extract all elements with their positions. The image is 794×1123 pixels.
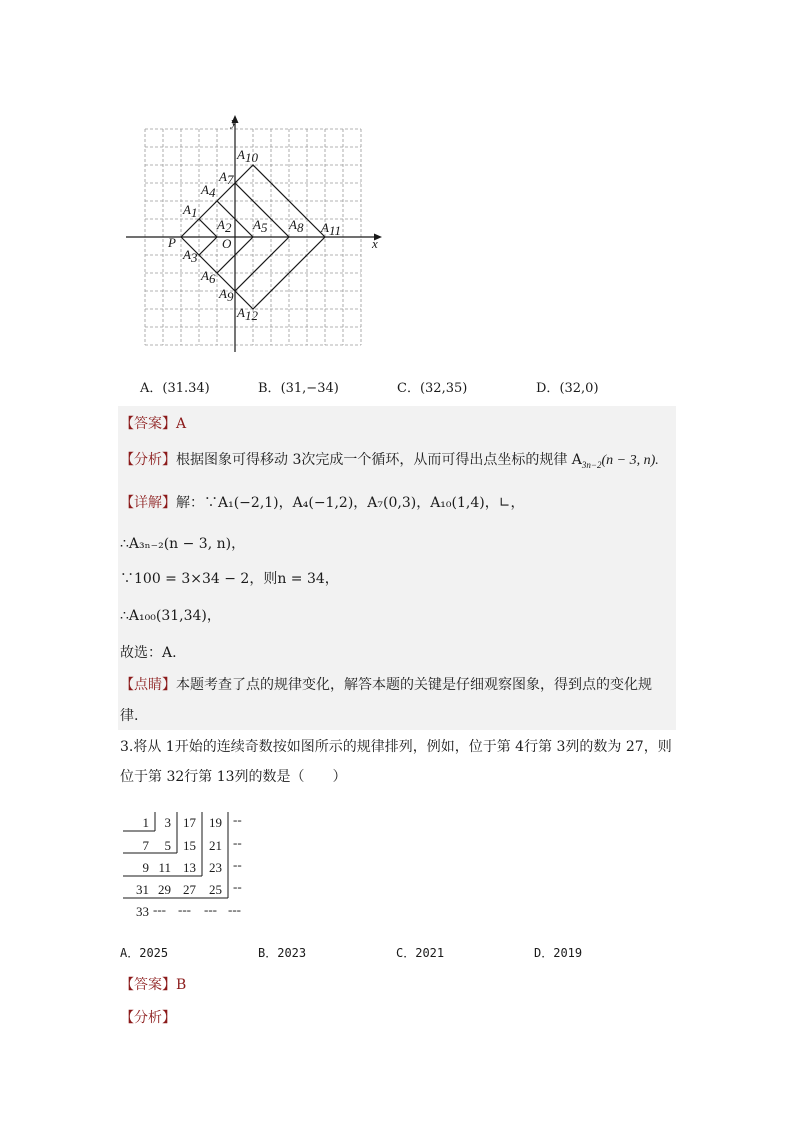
- cell: 31: [136, 882, 149, 897]
- table-cells: [136, 812, 242, 919]
- label-a7: A7: [219, 169, 234, 187]
- cell: 17: [183, 815, 196, 830]
- answer-1: 【答案】A: [120, 416, 187, 432]
- choice-b[interactable]: B．2023: [258, 946, 307, 960]
- cell: 7: [142, 838, 149, 853]
- point-comment-line-2: 律.: [120, 708, 139, 724]
- cell: 21: [209, 838, 222, 853]
- q2-choices: [140, 377, 700, 399]
- label-a9: A9: [219, 286, 234, 304]
- label-a1: A1: [183, 202, 198, 220]
- cell: ---: [178, 902, 191, 917]
- origin-label: O: [222, 236, 232, 251]
- detail-line-1: 【详解】解：∵A₁(−2,1)，A₄(−1,2)，A₇(0,3)，A₁₀(1,4)，∟，: [120, 495, 525, 511]
- number-table: [120, 812, 260, 922]
- cell: 5: [164, 838, 171, 853]
- choice-c[interactable]: C．(32,35): [397, 381, 468, 396]
- cell: 9: [142, 860, 149, 875]
- cell: 25: [209, 882, 222, 897]
- cell: 15: [183, 838, 196, 853]
- choice-c[interactable]: C．2021: [396, 946, 445, 960]
- cell: ---: [228, 902, 241, 917]
- label-a12: A12: [237, 305, 258, 323]
- label-a6: A6: [201, 268, 216, 286]
- cell: --: [233, 857, 242, 872]
- label-a3: A3: [183, 247, 198, 265]
- cell: 3: [164, 815, 171, 830]
- q3-choices: [120, 944, 680, 964]
- cell: 27: [183, 882, 196, 897]
- cell: 13: [183, 860, 196, 875]
- cell: 1: [142, 815, 149, 830]
- choice-b[interactable]: B．(31,−34): [258, 381, 339, 396]
- label-a2: A2: [217, 217, 232, 235]
- cell: 19: [209, 815, 222, 830]
- cell: --: [233, 812, 242, 827]
- analysis-2: 【分析】: [120, 1010, 176, 1026]
- choice-a[interactable]: A．2025: [120, 946, 169, 960]
- choice-d[interactable]: D．(32,0): [536, 381, 599, 396]
- coordinate-graph: [120, 112, 390, 357]
- y-axis-label: y: [231, 114, 237, 129]
- analysis-1: 【分析】根据图象可得移动 3次完成一个循环，从而可得出点坐标的规律 $A_{3n-2}(n - 3$, n).: [120, 452, 659, 470]
- cell: 33: [136, 904, 149, 919]
- cell: 23: [209, 860, 222, 875]
- label-a8: A8: [289, 217, 304, 235]
- point-comment-line-1: 【点睛】本题考查了点的规律变化，解答本题的关键是仔细观察图象，得到点的变化规: [120, 677, 652, 693]
- label-a11: A11: [321, 220, 341, 238]
- cell: ---: [204, 902, 217, 917]
- label-a4: A4: [201, 182, 216, 200]
- question-3-line-2: 位于第 32行第 13列的数是（ ）: [120, 769, 347, 785]
- question-3-line-1: 3.将从 1开始的连续奇数按如图所示的规律排列，例如，位于第 4行第 3列的数为 27，则: [120, 739, 672, 755]
- cell: 11: [158, 860, 171, 875]
- cell: ---: [153, 902, 166, 917]
- detail-line-2: ∴A₃ₙ₋₂(n − 3, n)，: [120, 536, 246, 552]
- detail-line-4: ∴A₁₀₀(31,34)，: [120, 608, 221, 624]
- point-p-label: P: [168, 235, 176, 250]
- cell: --: [233, 835, 242, 850]
- detail-line-3: ∵100 = 3×34 − 2，则n = 34，: [120, 571, 339, 587]
- detail-line-5: 故选：A.: [120, 645, 177, 661]
- label-a5: A5: [253, 217, 268, 235]
- choice-a[interactable]: A．(31.34): [140, 381, 210, 396]
- cell: --: [233, 879, 242, 894]
- answer-2: 【答案】B: [120, 977, 187, 993]
- choice-d[interactable]: D．2019: [534, 946, 583, 960]
- label-a10: A10: [237, 147, 258, 165]
- cell: 29: [158, 882, 171, 897]
- x-axis-label: x: [372, 236, 378, 251]
